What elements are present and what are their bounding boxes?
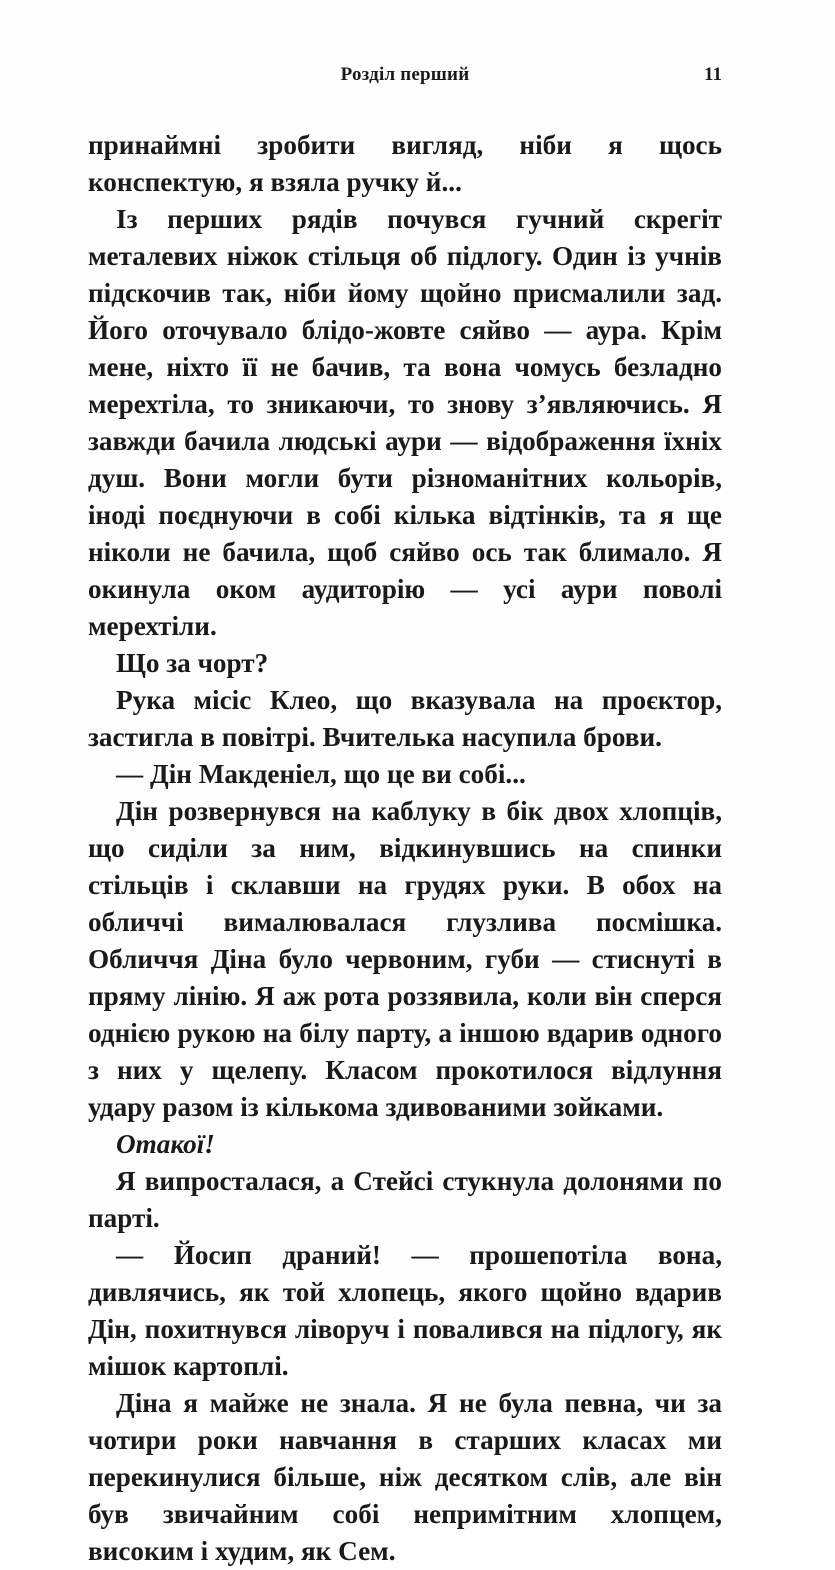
body-text [88,127,722,1570]
running-header [88,64,722,92]
paragraph: Що за чорт? [116,648,269,678]
chapter-title: Розділ перший [340,64,470,85]
paragraph: принаймні зробити вигляд, ніби я щось конспектую, я взяла ручку й... [88,130,722,197]
paragraph-italic: Отакої! [116,1129,215,1159]
paragraph: — Дін Макденіел, що це ви собі... [116,759,526,789]
paragraph: Діна я майже не знала. Я не була певна, чи за чотири роки навчання в старших класах ми перекинулися більше, ніж десятком слів, але він був звичайним собі непримітним хлопцем, високим і худим, як Сем. [88,1388,722,1566]
paragraph: Рука місіс Клео, що вказувала на проєктор, застигла в повітрі. Вчителька насупила брови. [88,685,722,752]
paragraph: Із перших рядів почувся гучний скрегіт металевих ніжок стільця об підлогу. Один із учнів підскочив так, ніби йому щойно присмалили зад. Його оточувало блідо-жовте сяйво — аура. Крім мене, ніхто її не бачив, та вона чомусь безладно мерехтіла, то зникаючи, то знову з’являючись. Я завжди бачила людські аури — відображення їхніх душ. Вони могли бути різноманітних кольорів, іноді поєднуючи в собі кілька відтінків, та я ще ніколи не бачила, щоб сяйво ось так блимало. Я окинула оком аудиторію — усі аури поволі мерехтіли. [88,204,722,641]
paragraph: Дін розвернувся на каблуку в бік двох хлопців, що сиділи за ним, відкинувшись на спинки стільців і склавши на грудях руки. В обох на обличчі вималювалася глузлива посмішка. Обличчя Діна було червоним, губи — стиснуті в пряму лінію. Я аж рота роззявила, коли він сперся однією рукою на білу парту, а іншою вдарив одного з них у щелепу. Класом прокотилося відлуння удару разом із кількома здивованими зойками. [88,796,722,1122]
page-number: 11 [704,64,722,85]
paragraph: Я випросталася, а Стейсі стукнула долонями по парті. [88,1166,722,1233]
paragraph: — Йосип драний! — прошепотіла вона, дивлячись, як той хлопець, якого щойно вдарив Дін, похитнувся ліворуч і повалився на підлогу, як мішок картоплі. [88,1240,722,1381]
